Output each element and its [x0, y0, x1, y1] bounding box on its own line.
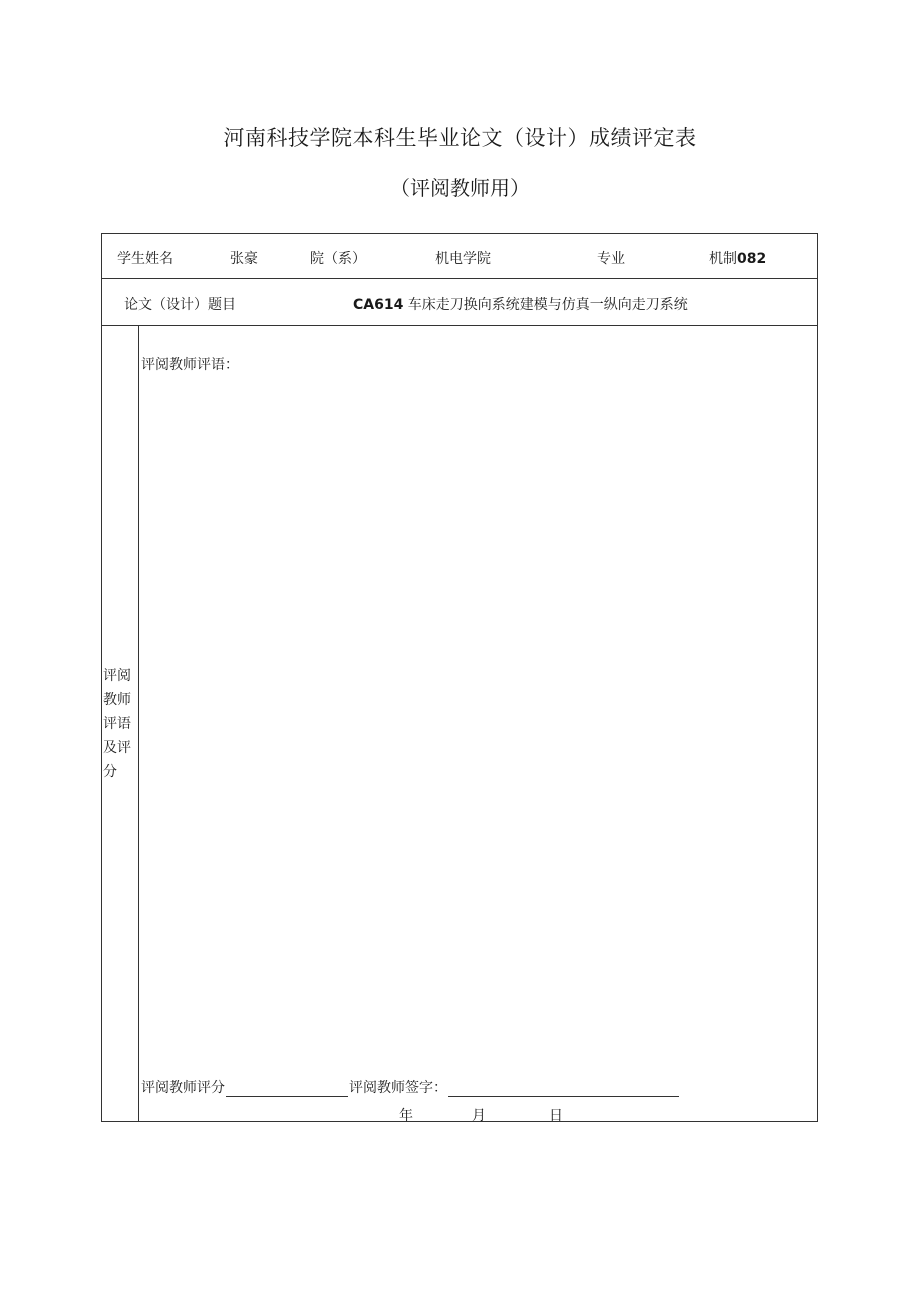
topic-text: 车床走刀换向系统建模与仿真一纵向走刀系统 [407, 297, 688, 313]
review-side-column [102, 326, 139, 1121]
major-number: 082 [737, 251, 767, 267]
topic-code: CA614 [353, 297, 404, 313]
month-label: 月 [472, 1108, 486, 1124]
score-blank[interactable] [226, 1082, 348, 1097]
student-info-row [102, 234, 817, 279]
major-label: 专业 [597, 251, 625, 267]
page-subtitle: （评阅教师用） [390, 176, 530, 200]
topic-label: 论文（设计）题目 [124, 297, 236, 313]
student-name-label: 学生姓名 [117, 251, 173, 267]
score-label: 评阅教师评分 [141, 1080, 225, 1096]
signature-blank[interactable] [448, 1082, 679, 1097]
review-main-area [139, 326, 817, 1124]
review-side-label: 评阅教师评语及评分 [103, 668, 131, 780]
signature-label: 评阅教师签字： [349, 1080, 447, 1096]
topic-value [353, 294, 688, 314]
day-label: 日 [549, 1108, 563, 1124]
major-prefix: 机制 [709, 251, 737, 267]
college-label: 院（系） [310, 251, 366, 267]
evaluation-form [101, 233, 818, 1122]
major-value [709, 248, 766, 268]
comment-label: 评阅教师评语： [141, 357, 239, 373]
score-signature-line [141, 1077, 680, 1097]
year-label: 年 [399, 1108, 413, 1124]
student-name-value: 张豪 [230, 251, 258, 267]
college-value: 机电学院 [435, 251, 491, 267]
topic-row [102, 279, 817, 326]
page-title: 河南科技学院本科生毕业论文（设计）成绩评定表 [223, 126, 697, 150]
